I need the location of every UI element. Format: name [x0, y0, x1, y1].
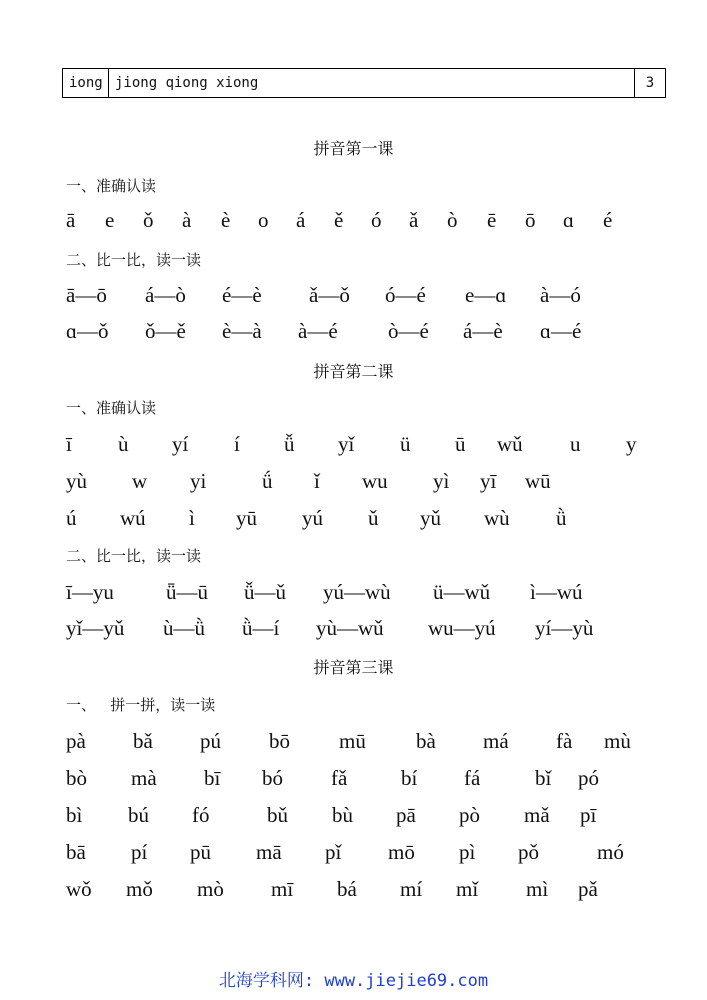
pinyin-item: wú [120, 506, 146, 530]
pinyin-pair: yǐ—yǔ [66, 616, 125, 640]
lesson-3-row-4 [0, 840, 707, 870]
pinyin-pair: ü—wǔ [433, 580, 491, 604]
pinyin-item: bǎ [133, 729, 153, 753]
pinyin-pair: è—à [222, 319, 262, 343]
pinyin-pair: ǚ—ǔ [244, 580, 286, 604]
pinyin-item: ǜ [556, 506, 567, 530]
table-cell-syllables: jiong qiong xiong [109, 69, 635, 97]
pinyin-item: bó [262, 766, 283, 790]
pinyin-pair: à—é [298, 319, 338, 343]
pinyin-pair: ǎ—ǒ [309, 283, 350, 307]
pinyin-item: bà [416, 729, 436, 753]
pinyin-item: wǔ [497, 432, 523, 456]
lesson-2-row-2 [0, 469, 707, 499]
pinyin-item: pā [396, 803, 416, 827]
lesson-2-heading-1: 一、准确认读 [66, 399, 157, 417]
pinyin-item: ǘ [262, 469, 273, 493]
table-cell-number: 3 [645, 75, 655, 91]
lesson-2-row-1 [0, 432, 707, 462]
pinyin-pair: ò—é [388, 319, 429, 343]
pinyin-item: ò [447, 208, 458, 232]
pinyin-item: ó [371, 208, 382, 232]
pinyin-item: pì [459, 840, 476, 864]
pinyin-item: bá [337, 877, 357, 901]
pinyin-item: ǒ [143, 208, 154, 232]
pinyin-item: e [105, 208, 115, 232]
pinyin-item: ě [334, 208, 344, 232]
pinyin-item: bǐ [535, 766, 552, 790]
lesson-1-row-3 [0, 319, 707, 349]
pinyin-pair: ī—yu [66, 580, 114, 604]
pinyin-pair: á—è [463, 319, 503, 343]
pinyin-pair: á—ò [145, 283, 186, 307]
pinyin-item: fǎ [331, 766, 348, 790]
pinyin-item: mǐ [456, 877, 479, 901]
pinyin-pair: yú—wù [323, 580, 391, 604]
pinyin-item: bì [66, 803, 83, 827]
lesson-1-title: 拼音第一课 [313, 139, 394, 158]
pinyin-item: yì [433, 469, 450, 493]
pinyin-item: pú [200, 729, 221, 753]
pinyin-item: ē [487, 208, 497, 232]
pinyin-item: yǐ [338, 432, 355, 456]
pinyin-pair: ì—wú [530, 580, 583, 604]
pinyin-item: mǒ [126, 877, 153, 901]
pinyin-item: pī [580, 803, 597, 827]
pinyin-item: mā [256, 840, 282, 864]
pinyin-item: mǎ [524, 803, 550, 827]
pinyin-item: yí [172, 432, 189, 456]
lesson-3-title: 拼音第三课 [313, 658, 394, 677]
pinyin-item: y [626, 432, 637, 456]
pinyin-item: yú [302, 506, 323, 530]
pinyin-item: í [234, 432, 240, 456]
pinyin-item: ù [118, 432, 129, 456]
pinyin-pair: ǒ—ě [145, 319, 186, 343]
pinyin-item: á [296, 208, 306, 232]
pinyin-item: mó [597, 840, 624, 864]
pinyin-pair: ǖ—ū [166, 580, 208, 604]
pinyin-item: pū [190, 840, 211, 864]
pinyin-pair: ǜ—í [242, 616, 280, 640]
pinyin-pair: ā—ō [66, 283, 107, 307]
pinyin-item: ǚ [284, 432, 295, 456]
pinyin-item: ì [189, 506, 195, 530]
pinyin-item: é [603, 208, 613, 232]
pinyin-item: mí [400, 877, 423, 901]
pinyin-pair: ù—ǜ [163, 616, 205, 640]
pinyin-item: bú [128, 803, 149, 827]
pinyin-item: ǎ [409, 208, 419, 232]
pinyin-item: pà [66, 729, 86, 753]
pinyin-item: wu [362, 469, 388, 493]
pinyin-item: bō [269, 729, 290, 753]
pinyin-item: ī [66, 432, 72, 456]
lesson-2-heading-2: 二、比一比，读一读 [66, 547, 202, 565]
pinyin-pair: é—è [222, 283, 262, 307]
pinyin-pair: yù—wǔ [316, 616, 384, 640]
pinyin-item: ǔ [368, 506, 379, 530]
pinyin-item: má [483, 729, 509, 753]
pinyin-item: pǒ [518, 840, 539, 864]
pinyin-item: bǔ [267, 803, 288, 827]
lesson-2-row-3 [0, 506, 707, 536]
pinyin-item: mù [604, 729, 631, 753]
lesson-3-heading-1: 一、 拼一拼，读一读 [66, 696, 216, 714]
pinyin-item: pǎ [578, 877, 598, 901]
pinyin-item: yī [480, 469, 497, 493]
lesson-2-row-5 [0, 616, 707, 646]
pinyin-item: yi [190, 469, 207, 493]
pinyin-pair: ó—é [385, 283, 426, 307]
pinyin-item: fó [192, 803, 210, 827]
pinyin-item: bù [332, 803, 353, 827]
pinyin-item: yù [66, 469, 87, 493]
pinyin-item: mà [131, 766, 157, 790]
pinyin-item: wǒ [66, 877, 92, 901]
pinyin-item: wù [484, 506, 510, 530]
pinyin-pair: yí—yù [535, 616, 594, 640]
pinyin-item: mī [271, 877, 294, 901]
pinyin-item: mū [339, 729, 366, 753]
pinyin-item: ā [66, 208, 76, 232]
lesson-1-row-1 [0, 208, 707, 238]
pinyin-item: bī [204, 766, 221, 790]
table-cell-final: iong [63, 69, 109, 97]
pinyin-item: mō [388, 840, 415, 864]
pinyin-item: ǐ [314, 469, 320, 493]
pinyin-pair: wu—yú [428, 616, 496, 640]
lesson-1-heading-1: 一、准确认读 [66, 177, 157, 195]
pinyin-pair: ɑ—é [540, 319, 582, 343]
pinyin-table-row [62, 68, 666, 98]
lesson-3-row-3 [0, 803, 707, 833]
footer-website-note: 北海学科网: www.jiejie69.com [218, 971, 489, 991]
pinyin-item: mò [197, 877, 224, 901]
pinyin-item: wū [525, 469, 551, 493]
lesson-3-row-5 [0, 877, 707, 907]
pinyin-item: w [132, 469, 148, 493]
pinyin-item: fà [556, 729, 573, 753]
pinyin-item: pí [131, 840, 148, 864]
pinyin-pair: ɑ—ǒ [66, 319, 109, 343]
pinyin-item: ü [400, 432, 411, 456]
lesson-1-row-2 [0, 283, 707, 313]
lesson-2-title: 拼音第二课 [313, 362, 394, 381]
pinyin-pair: e—ɑ [465, 283, 507, 307]
pinyin-item: è [221, 208, 231, 232]
pinyin-item: à [182, 208, 192, 232]
lesson-2-row-4 [0, 580, 707, 610]
pinyin-item: ō [525, 208, 536, 232]
pinyin-item: u [570, 432, 581, 456]
pinyin-item: bò [66, 766, 87, 790]
pinyin-pair: à—ó [540, 283, 581, 307]
pinyin-item: fá [464, 766, 481, 790]
pinyin-item: bā [66, 840, 86, 864]
lesson-1-heading-2: 二、比一比，读一读 [66, 251, 202, 269]
lesson-3-row-2 [0, 766, 707, 796]
pinyin-item: yǔ [420, 506, 441, 530]
pinyin-item: pò [459, 803, 480, 827]
pinyin-item: ū [455, 432, 466, 456]
pinyin-item: o [258, 208, 269, 232]
pinyin-item: pǐ [325, 840, 342, 864]
pinyin-item: mì [526, 877, 549, 901]
pinyin-item: bí [401, 766, 418, 790]
pinyin-item: yū [236, 506, 257, 530]
pinyin-item: ú [66, 506, 77, 530]
pinyin-item: ɑ [563, 208, 574, 232]
lesson-3-row-1 [0, 729, 707, 759]
pinyin-item: pó [578, 766, 599, 790]
